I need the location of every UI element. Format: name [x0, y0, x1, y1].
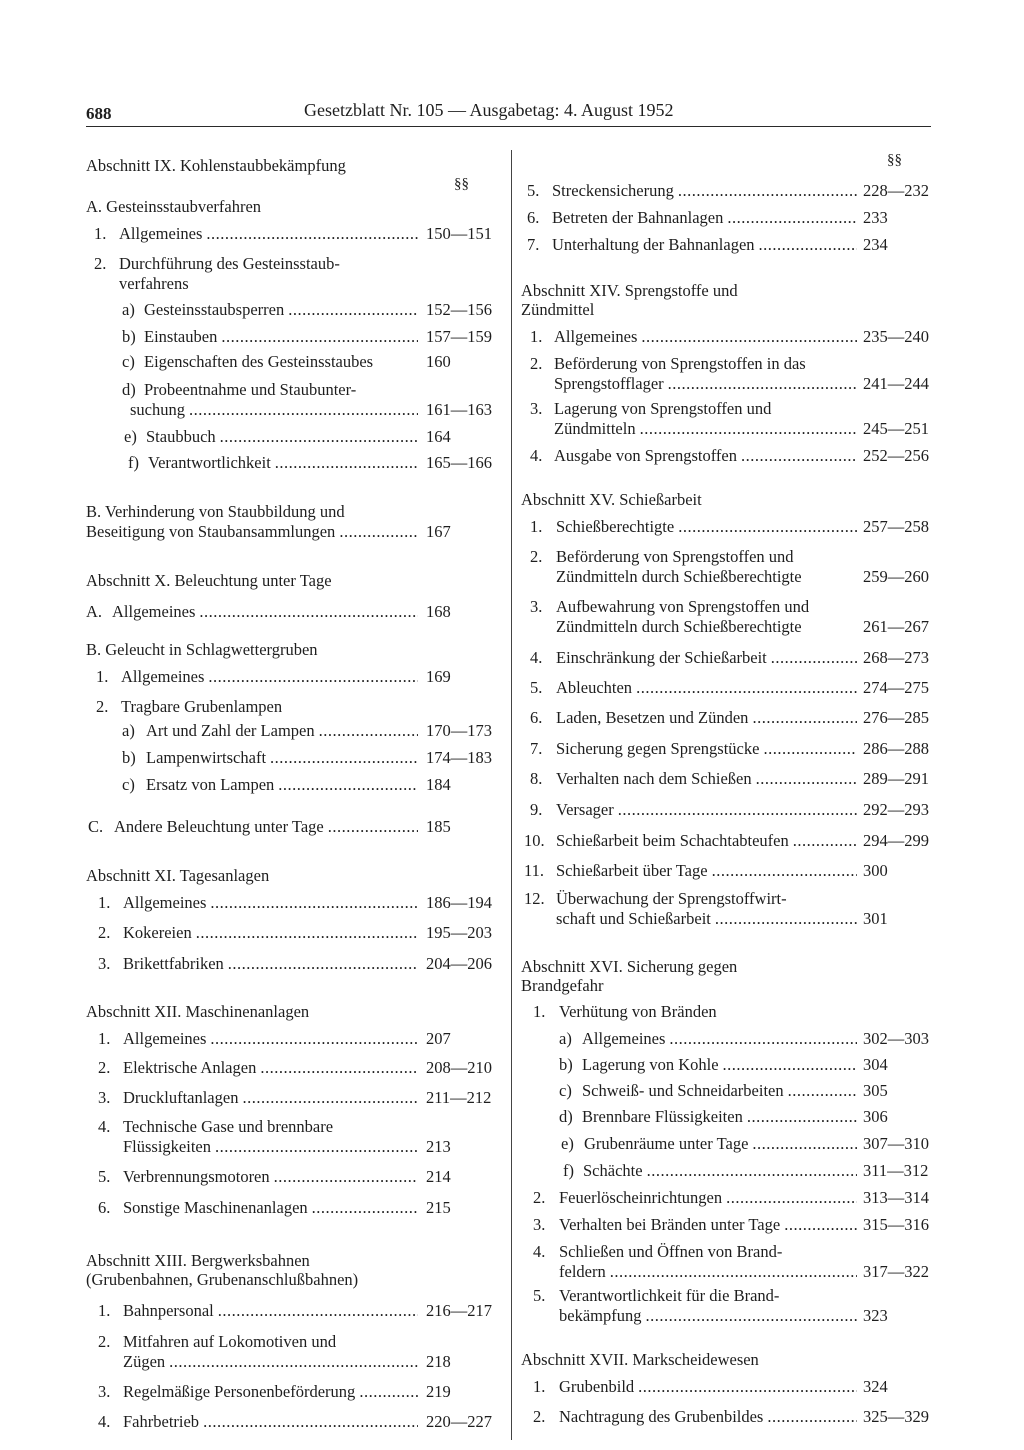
column-divider: [511, 150, 512, 1440]
toc-entry: 5. Verantwortlichkeit für die Brand- bekämpfung ..... 323: [521, 1306, 937, 1326]
toc-entry: 1. Grubenbild ..... 324: [521, 1377, 937, 1397]
toc-entry: 4. Fahrbetrieb ..... 220—227: [86, 1412, 502, 1432]
section-title: Abschnitt XVII. Markscheidewesen: [521, 1350, 759, 1369]
toc-entry: 1. Schießberechtigte ..... 257—258: [521, 517, 937, 537]
page-number: 688: [86, 104, 112, 123]
toc-entry: b) Einstauben ..... 157—159: [86, 327, 502, 347]
toc-entry: 7. Sicherung gegen Sprengstücke ..... 286—288: [521, 739, 937, 759]
toc-entry: 12. Überwachung der Sprengstoffwirt- schaft und Schießarbeit ..... 301: [521, 909, 937, 929]
toc-entry: 3. Druckluftanlagen ..... 211—212: [86, 1088, 502, 1108]
toc-entry: 9. Versager ..... 292—293: [521, 800, 937, 820]
toc-entry: 1. Bahnpersonal ..... 216—217: [86, 1301, 502, 1321]
section-title: Abschnitt IX. Kohlenstaubbekämpfung: [86, 156, 346, 175]
toc-entry: 2. Durchführung des Gesteinsstaub- verfahrens: [94, 254, 340, 293]
toc-entry: b) Lagerung von Kohle ..... 304: [521, 1055, 937, 1075]
toc-entry: A. Allgemeines ..... 168: [86, 602, 502, 622]
toc-entry: 2. Beförderung von Sprengstoffen und Zündmitteln durch Schießberechtigte 259—260: [530, 547, 929, 586]
paragraph-symbol: §§: [454, 176, 469, 192]
toc-entry: 3. Aufbewahrung von Sprengstoffen und Zündmitteln durch Schießberechtigte 261—267: [530, 597, 929, 636]
toc-entry: 11. Schießarbeit über Tage ..... 300: [521, 861, 937, 881]
section-title: Abschnitt XVI. Sicherung gegen: [521, 957, 738, 976]
toc-entry: c) Schweiß- und Schneidarbeiten ..... 305: [521, 1081, 937, 1101]
subsection-title: B. Geleucht in Schlagwettergruben: [86, 640, 318, 659]
toc-entry: 5. Streckensicherung ..... 228—232: [521, 181, 937, 201]
toc-entry: 2. Nachtragung des Grubenbildes ..... 325—329: [521, 1407, 937, 1427]
toc-entry: 4. Einschränkung der Schießarbeit ..... 268—273: [521, 648, 937, 668]
toc-entry: d) Brennbare Flüssigkeiten ..... 306: [521, 1107, 937, 1127]
toc-entry: 3. Verhalten bei Bränden unter Tage ..... 315—316: [521, 1215, 937, 1235]
toc-entry: 3. Lagerung von Sprengstoffen und Zündmitteln ..... 245—251: [521, 419, 937, 439]
toc-entry: 3. Regelmäßige Personenbeförderung ..... 219: [86, 1382, 502, 1402]
page-header: [86, 100, 931, 127]
section-title: Abschnitt XIV. Sprengstoffe und: [521, 281, 738, 300]
toc-entry: C. Andere Beleuchtung unter Tage ..... 185: [86, 817, 502, 837]
toc-entry: 1. Verhütung von Bränden: [533, 1002, 717, 1021]
toc-entry: 1. Allgemeines ..... 150—151: [86, 224, 502, 244]
toc-entry: 8. Verhalten nach dem Schießen ..... 289—291: [521, 769, 937, 789]
toc-entry: 1. Allgemeines ..... 235—240: [521, 327, 937, 347]
toc-entry: B. Verhinderung von Staubbildung und Beseitigung von Staubansammlungen ..... 167: [86, 522, 502, 542]
toc-entry: 6. Laden, Besetzen und Zünden ..... 276—285: [521, 708, 937, 728]
section-title: Abschnitt XV. Schießarbeit: [521, 490, 702, 509]
toc-entry: a) Gesteinsstaubsperren ..... 152—156: [86, 300, 502, 320]
toc-entry: e) Staubbuch ..... 164: [86, 427, 502, 447]
toc-entry: 6. Betreten der Bahnanlagen ..... 233: [521, 208, 937, 228]
toc-entry: 1. Allgemeines ..... 169: [86, 667, 502, 687]
toc-entry: 7. Unterhaltung der Bahnanlagen ..... 234: [521, 235, 937, 255]
section-title: Abschnitt XIII. Bergwerksbahnen: [86, 1251, 310, 1270]
section-title: (Grubenbahnen, Grubenanschlußbahnen): [86, 1270, 359, 1289]
toc-entry: 10. Schießarbeit beim Schachtabteufen ..... 294—299: [521, 831, 937, 851]
toc-entry: 1. Allgemeines ..... 207: [86, 1029, 502, 1049]
toc-entry: 2. Mitfahren auf Lokomotiven und Zügen ..... 218: [86, 1352, 502, 1372]
section-title: Zündmittel: [521, 300, 595, 319]
subsection-title: A. Gesteinsstaubverfahren: [86, 197, 262, 216]
toc-entry: 2. Kokereien ..... 195—203: [86, 923, 502, 943]
toc-entry: 2. Feuerlöscheinrichtungen ..... 313—314: [521, 1188, 937, 1208]
toc-entry: f) Verantwortlichkeit ..... 165—166: [86, 453, 502, 473]
toc-entry: 4. Ausgabe von Sprengstoffen ..... 252—256: [521, 446, 937, 466]
toc-entry: 3. Brikettfabriken ..... 204—206: [86, 954, 502, 974]
toc-entry: 5. Verbrennungsmotoren ..... 214: [86, 1167, 502, 1187]
section-title: Brandgefahr: [521, 976, 604, 995]
toc-entry: c) Ersatz von Lampen ..... 184: [86, 775, 502, 795]
toc-entry: 2. Tragbare Grubenlampen: [96, 697, 283, 716]
toc-entry: 4. Schließen und Öffnen von Brand- feldern ..... 317—322: [521, 1262, 937, 1282]
toc-entry: 2. Elektrische Anlagen ..... 208—210: [86, 1058, 502, 1078]
section-title: Abschnitt XII. Maschinenanlagen: [86, 1002, 310, 1021]
toc-entry: 2. Beförderung von Sprengstoffen in das Sprengstofflager ..... 241—244: [521, 374, 937, 394]
toc-entry: 6. Sonstige Maschinenanlagen ..... 215: [86, 1198, 502, 1218]
paragraph-symbol: §§: [887, 152, 902, 168]
toc-entry: c) Eigenschaften des Gesteinsstaubes 160: [122, 352, 451, 371]
toc-entry: a) Allgemeines ..... 302—303: [521, 1029, 937, 1049]
section-title: Abschnitt XI. Tagesanlagen: [86, 866, 270, 885]
toc-entry: 4. Technische Gase und brennbare Flüssigkeiten ..... 213: [86, 1137, 502, 1157]
toc-entry: f) Schächte ..... 311—312: [521, 1161, 937, 1181]
header-title: Gesetzblatt Nr. 105 — Ausgabetag: 4. August 1952: [304, 100, 674, 120]
toc-entry: 5. Ableuchten ..... 274—275: [521, 678, 937, 698]
toc-entry: a) Art und Zahl der Lampen ..... 170—173: [86, 721, 502, 741]
toc-entry: 1. Allgemeines ..... 186—194: [86, 893, 502, 913]
toc-entry: e) Grubenräume unter Tage ..... 307—310: [521, 1134, 937, 1154]
toc-entry: b) Lampenwirtschaft ..... 174—183: [86, 748, 502, 768]
toc-entry: d) Probeentnahme und Staubunter- suchung ..... 161—163: [86, 400, 502, 420]
section-title: Abschnitt X. Beleuchtung unter Tage: [86, 571, 332, 590]
